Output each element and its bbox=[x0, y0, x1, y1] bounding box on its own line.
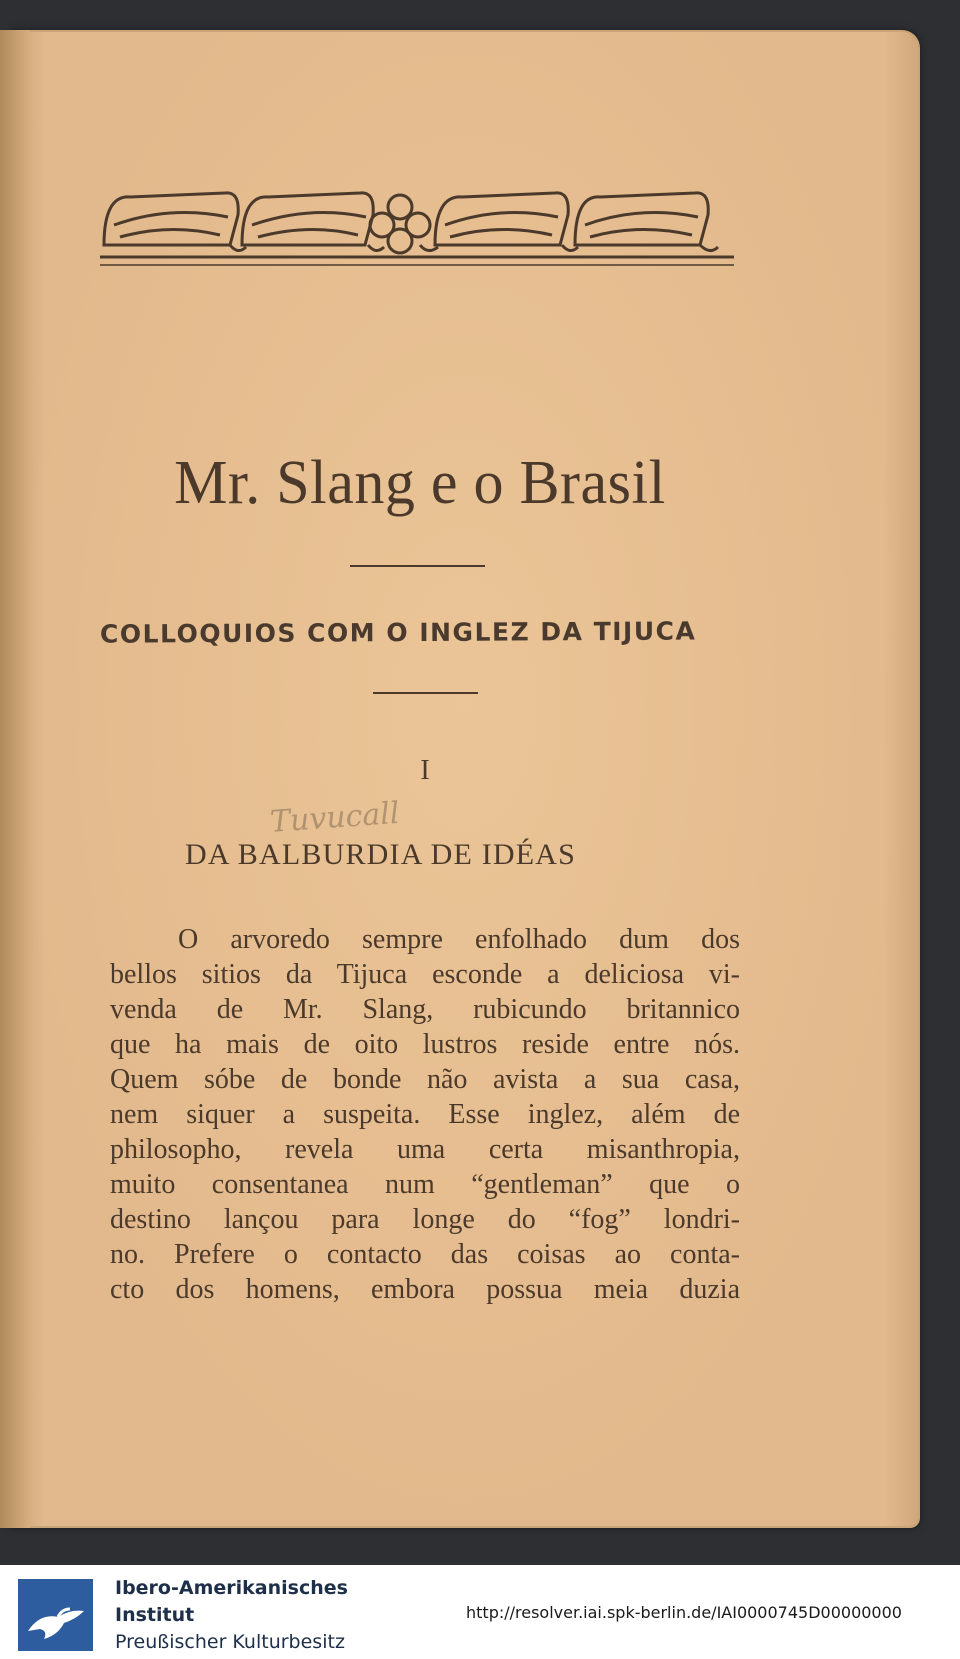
paragraph-line: cto dos homens, embora possua meia duzia bbox=[110, 1274, 740, 1305]
resolver-url-link[interactable]: http://resolver.iai.spk-berlin.de/IAI0000745D00000000 bbox=[466, 1603, 902, 1622]
institution-line: Preußischer Kulturbesitz bbox=[115, 1631, 345, 1653]
paragraph-line: venda de Mr. Slang, rubicundo britannico bbox=[110, 994, 740, 1025]
paragraph-line: que ha mais de oito lustros reside entre nós. bbox=[110, 1029, 740, 1060]
paragraph-line: O arvoredo sempre enfolhado dum dos bbox=[178, 924, 740, 955]
page-title: Mr. Slang e o Brasil bbox=[174, 447, 666, 517]
paragraph-line: muito consentanea num “gentleman” que o bbox=[110, 1169, 740, 1200]
handwritten-note: Tuvucall bbox=[268, 795, 401, 840]
institution-line: Ibero-Amerikanisches bbox=[115, 1577, 348, 1599]
institution-name bbox=[115, 1575, 348, 1656]
subtitle-divider bbox=[373, 692, 478, 694]
header-ornament-icon bbox=[100, 185, 734, 277]
paragraph bbox=[110, 922, 740, 1307]
paragraph-line: Quem sóbe de bonde não avista a sua casa, bbox=[110, 1064, 740, 1095]
footer-bar bbox=[0, 1565, 960, 1659]
paragraph-line: no. Prefere o contacto das coisas ao conta- bbox=[110, 1239, 740, 1270]
chapter-title: DA BALBURDIA DE IDÉAS bbox=[185, 838, 577, 871]
paragraph-line: destino lançou para longe do “fog” londri- bbox=[110, 1204, 740, 1235]
page-gutter bbox=[0, 30, 30, 1528]
title-divider bbox=[350, 565, 485, 567]
institution-line: Institut bbox=[115, 1604, 195, 1626]
page-subtitle: COLLOQUIOS COM O INGLEZ DA TIJUCA bbox=[99, 616, 697, 649]
paragraph-line: bellos sitios da Tijuca esconde a deliciosa vi- bbox=[110, 959, 740, 990]
paragraph-line: nem siquer a suspeita. Esse inglez, além de bbox=[110, 1099, 740, 1130]
iai-eagle-logo-icon[interactable] bbox=[18, 1579, 93, 1651]
paragraph-line: philosopho, revela uma certa misanthropia, bbox=[110, 1134, 740, 1165]
chapter-number: I bbox=[420, 755, 430, 786]
